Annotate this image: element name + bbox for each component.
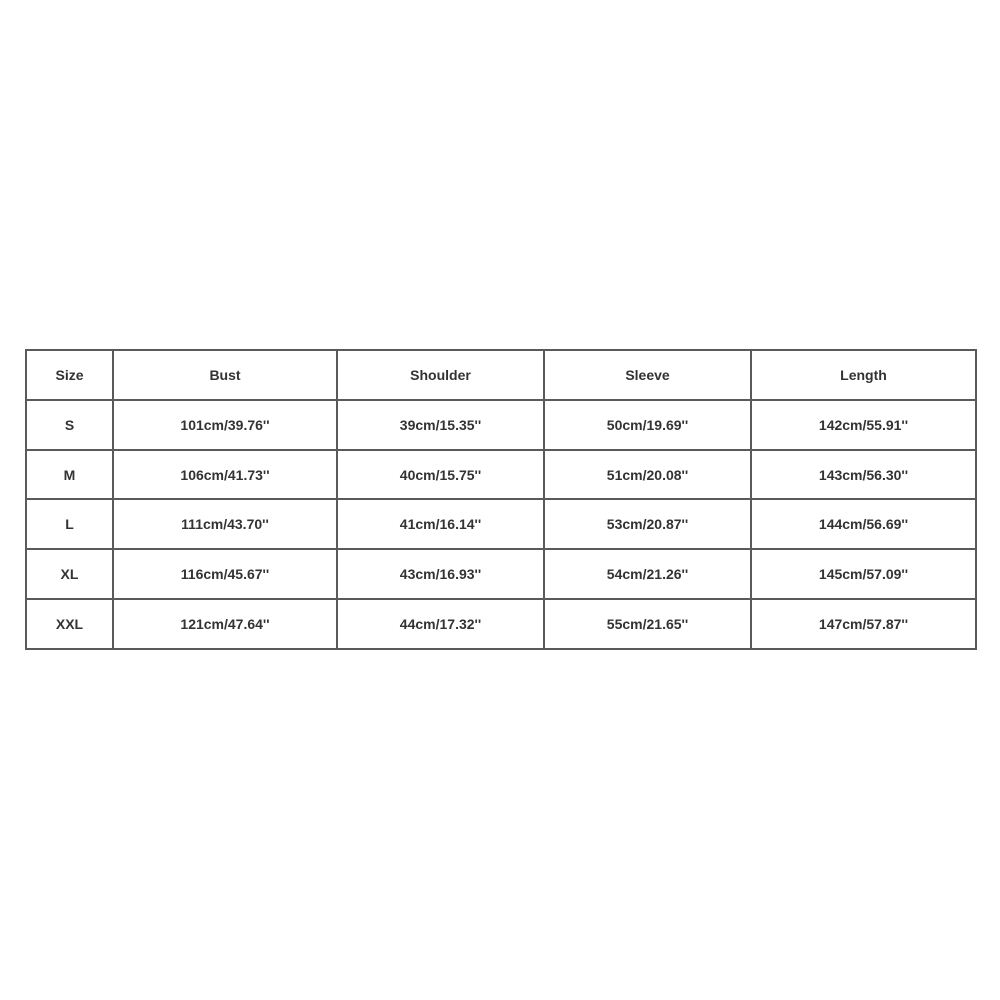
header-size: Size bbox=[26, 350, 113, 400]
header-length: Length bbox=[751, 350, 976, 400]
cell-bust: 101cm/39.76'' bbox=[113, 400, 337, 450]
cell-sleeve: 51cm/20.08'' bbox=[544, 450, 751, 500]
cell-sleeve: 54cm/21.26'' bbox=[544, 549, 751, 599]
cell-shoulder: 39cm/15.35'' bbox=[337, 400, 544, 450]
table-row bbox=[26, 499, 976, 549]
table-row bbox=[26, 549, 976, 599]
table-row bbox=[26, 599, 976, 649]
table-row bbox=[26, 400, 976, 450]
cell-length: 147cm/57.87'' bbox=[751, 599, 976, 649]
cell-shoulder: 44cm/17.32'' bbox=[337, 599, 544, 649]
cell-bust: 121cm/47.64'' bbox=[113, 599, 337, 649]
cell-shoulder: 43cm/16.93'' bbox=[337, 549, 544, 599]
cell-sleeve: 50cm/19.69'' bbox=[544, 400, 751, 450]
header-sleeve: Sleeve bbox=[544, 350, 751, 400]
cell-size: L bbox=[26, 499, 113, 549]
cell-length: 145cm/57.09'' bbox=[751, 549, 976, 599]
table-row bbox=[26, 450, 976, 500]
cell-sleeve: 53cm/20.87'' bbox=[544, 499, 751, 549]
cell-shoulder: 41cm/16.14'' bbox=[337, 499, 544, 549]
cell-shoulder: 40cm/15.75'' bbox=[337, 450, 544, 500]
header-bust: Bust bbox=[113, 350, 337, 400]
cell-length: 144cm/56.69'' bbox=[751, 499, 976, 549]
cell-length: 142cm/55.91'' bbox=[751, 400, 976, 450]
table-header-row bbox=[26, 350, 976, 400]
cell-bust: 116cm/45.67'' bbox=[113, 549, 337, 599]
cell-bust: 106cm/41.73'' bbox=[113, 450, 337, 500]
size-chart-table bbox=[25, 349, 977, 650]
cell-size: M bbox=[26, 450, 113, 500]
cell-size: XL bbox=[26, 549, 113, 599]
header-shoulder: Shoulder bbox=[337, 350, 544, 400]
cell-bust: 111cm/43.70'' bbox=[113, 499, 337, 549]
cell-sleeve: 55cm/21.65'' bbox=[544, 599, 751, 649]
cell-size: S bbox=[26, 400, 113, 450]
cell-length: 143cm/56.30'' bbox=[751, 450, 976, 500]
cell-size: XXL bbox=[26, 599, 113, 649]
